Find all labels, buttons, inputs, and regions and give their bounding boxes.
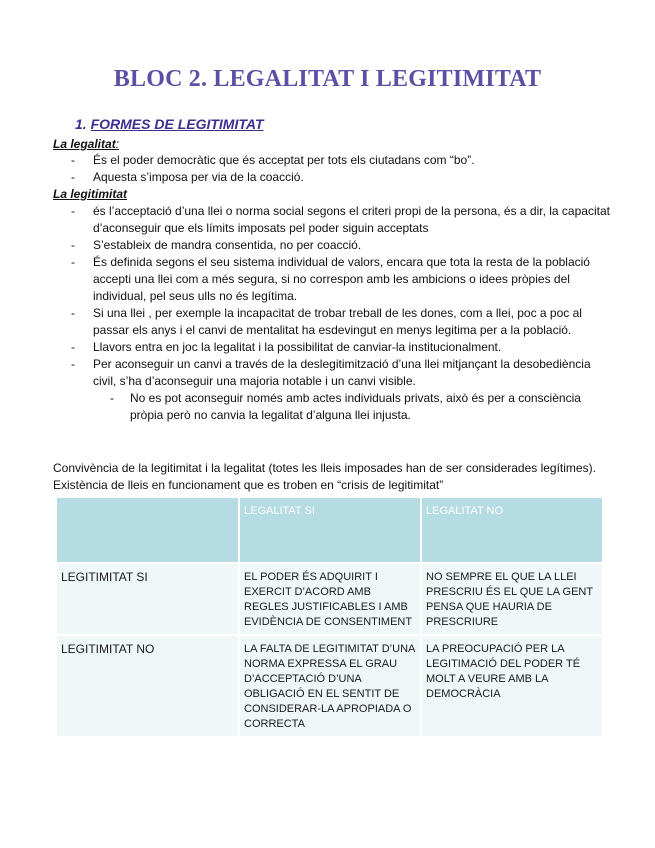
list-item: - Per aconseguir un canvi a través de la deslegitimització d’una llei mitjançant la desobediència civil, s’ha d’aconseguir una majoria notable i un canvi visible. <box>53 356 613 390</box>
list-subitem: - No es pot aconseguir només amb actes individuals privats, això és per a consciència pròpia però no canvia la legalitat d’alguna llei injusta. <box>53 390 613 424</box>
legalitat-list <box>53 152 613 186</box>
legitimitat-list <box>53 203 613 424</box>
table-header-cell: LEGALITAT NO <box>421 498 603 563</box>
table-row-label: LEGITIMITAT NO <box>57 635 239 737</box>
page-title: BLOC 2. LEGALITAT I LEGITIMITAT <box>113 66 542 92</box>
section-heading <box>75 116 264 132</box>
legalitat-heading-text: La legalitat <box>53 137 116 151</box>
table-header-cell <box>57 498 239 563</box>
legitimitat-heading: La legitimitat <box>53 187 128 201</box>
legalitat-heading <box>53 137 119 151</box>
table-header-row <box>57 498 603 563</box>
table-row <box>57 563 603 635</box>
list-item: - Aquesta s’imposa per via de la coacció. <box>53 169 613 186</box>
section-label: FORMES DE LEGITIMITAT <box>90 116 264 132</box>
table-cell: LA FALTA DE LEGITIMITAT D’UNA NORMA EXPRESSA EL GRAU D’ACCEPTACIÓ D’UNA OBLIGACIÓ EN EL SENTIT DE CONSIDERAR-LA APROPIADA O CORRECTA <box>239 635 421 737</box>
section-number: 1. <box>75 116 87 132</box>
legalitat-heading-colon: : <box>115 137 120 151</box>
list-item: - és l’acceptació d’una llei o norma social segons el criteri propi de la persona, és a dir, la capacitat d’aconseguir que els límits imposats pel poder siguin acceptats <box>53 203 613 237</box>
list-item: - Llavors entra en joc la legalitat i la possibilitat de canviar-la institucionalment. <box>53 339 613 356</box>
table-cell: NO SEMPRE EL QUE LA LLEI PRESCRIU ÉS EL QUE LA GENT PENSA QUE HAURIA DE PRESCRIURE <box>421 563 603 635</box>
table-header-cell: LEGALITAT SI <box>239 498 421 563</box>
coexistence-paragraph: Convivència de la legitimitat i la legalitat (totes les lleis imposades han de ser considerades legítimes). Existència de lleis en funcionament que es troben en “crisis de legitimitat” <box>53 461 596 492</box>
list-item: - S’estableix de mandra consentida, no per coacció. <box>53 237 613 254</box>
list-item: - Si una llei , per exemple la incapacitat de trobar treball de les dones, com a llei, poc a poc al passar els anys i el canvi de mentalitat ha esdevingut en menys legitima per a la població. <box>53 305 613 339</box>
list-item: - És el poder democràtic que és acceptat per tots els ciutadans com “bo”. <box>53 152 613 169</box>
table-row <box>57 635 603 737</box>
table-row-label: LEGITIMITAT SI <box>57 563 239 635</box>
list-item: - És definida segons el seu sistema individual de valors, encara que tota la resta de la població accepti una llei com a més segura, si no correspon amb les ambicions o idees pròpies del individual, pel seus ulls no és legítima. <box>53 254 613 305</box>
legality-legitimacy-table <box>57 498 604 738</box>
table-cell: LA PREOCUPACIÓ PER LA LEGITIMACIÓ DEL PODER TÉ MOLT A VEURE AMB LA DEMOCRÀCIA <box>421 635 603 737</box>
table-cell: EL PODER ÉS ADQUIRIT I EXERCIT D’ACORD AMB REGLES JUSTIFICABLES I AMB EVIDÈNCIA DE CONSENTIMENT <box>239 563 421 635</box>
